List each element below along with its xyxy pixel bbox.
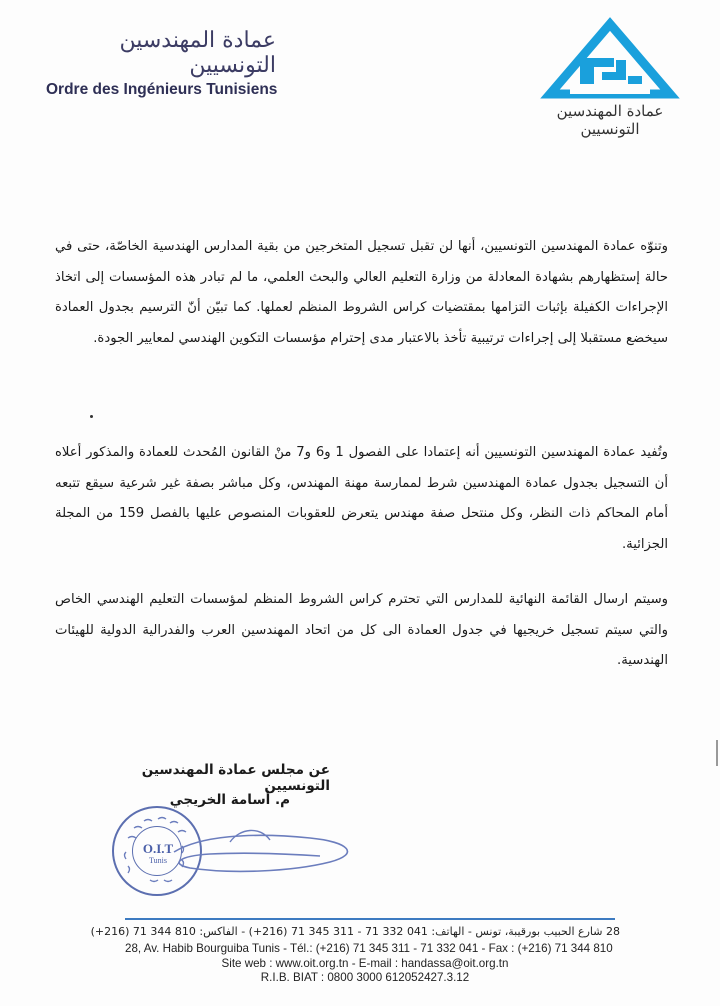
paragraph-3-text: وسيتم ارسال القائمة النهائية للمدارس التي تحترم كراس الشروط المنظم لمؤسسات التعليم الهندسي الخاص والتي سيتم تسجيل خريجيها في جدول العمادة الى كل من اتحاد المهندسين العرب والفدرالية الدولية للهيئات الهندسية.	[55, 592, 668, 668]
logo-caption: عمادة المهندسين التونسيين	[556, 102, 664, 138]
paragraph-1-text: وتنوّه عمادة المهندسين التونسيين، أنها لن تقبل تسجيل المتخرجين من بقية المدارس الهندسية الخاصّة، حتى في حالة إستظهارهم بشهادة المعادلة من وزارة التعليم العالي والبحث العلمي، ما لم تبادر هذه المؤسسات إلى اتخاذ الإجراءات الكفيلة بإثبات التزامها بمقتضيات كراس الشروط المنظم لعملها. كما تبيّن أنّ الترسيم بجدول العمادة سيخضع مستقبلا إلى إجراءات ترتيبية تأخذ بالاعتبار مدى إحترام مؤسسات التكوين الهندسي لمعايير الجودة.	[55, 239, 668, 346]
footer-bank-rib: R.I.B. BIAT : 0800 3000 612052427.3.12	[260, 971, 470, 984]
footer-website-email: Site web : www.oit.org.tn - E-mail : handassa@oit.org.tn	[221, 957, 509, 970]
stray-dot	[90, 415, 93, 418]
paragraph-1	[55, 232, 668, 354]
footer-address-french: 28, Av. Habib Bourguiba Tunis - Tél.: (+216) 71 345 311 - 71 332 041 - Fax : (+216) 71 344 810	[125, 942, 613, 955]
stamp-center-text: O.I.T	[142, 841, 174, 856]
signatory-council: عن مجلس عمادة المهندسين التونسيين	[141, 762, 330, 794]
footer-address-arabic: 28 شارع الحبيب بورقيبة، تونس - الهاتف: 041 332 71 - 311 345 71 (216+) - الفاكس: 810 344 71 (216+)	[90, 925, 620, 938]
paragraph-3	[55, 585, 668, 677]
org-name-arabic: عمادة المهندسين التونسيين	[119, 28, 276, 78]
stamp-city-text: Tunis	[149, 856, 167, 865]
footer-divider	[125, 918, 615, 920]
letterhead	[46, 28, 306, 99]
org-name-french: Ordre des Ingénieurs Tunisiens	[46, 81, 278, 98]
oit-logo	[540, 14, 680, 138]
edge-mark	[716, 740, 718, 766]
paragraph-2	[55, 438, 668, 560]
signatory-name: م. أسامة الخريجي	[169, 792, 290, 808]
paragraph-2-text: وتُفيد عمادة المهندسين التونسيين أنه إعتمادا على الفصول 1 و6 و7 منْ القانون المُحدث للعمادة والمذكور أعلاه أن التسجيل بجدول عمادة المهندسين شرط لممارسة مهنة المهندس، وكل مباشر بصفة غير شرعية سيقع تتبعه أمام المحاكم ذات النظر، وكل منتحل صفة مهندس يتعرض للعقوبات المنصوص عليها بالفصل 159 من المجلة الجزائية.	[55, 445, 668, 552]
handwritten-signature-icon	[170, 818, 360, 878]
oit-triangle-logo-icon	[540, 14, 680, 104]
